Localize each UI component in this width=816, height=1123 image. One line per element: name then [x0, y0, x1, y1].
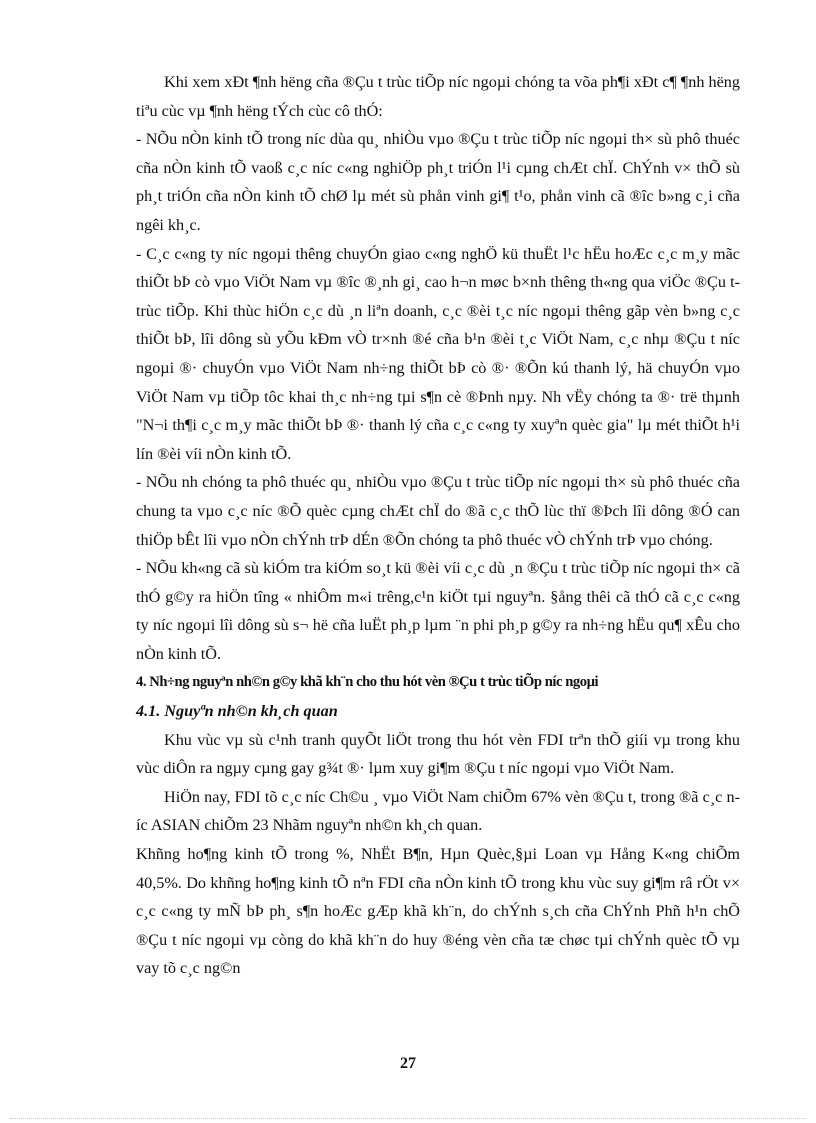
document-body	[136, 68, 740, 983]
page-number: 27	[400, 1055, 416, 1072]
section-heading: 4. Nh÷ng nguyªn nh©n g©y khã kh¨n cho thu hót vèn ®Çu t trùc tiÕp níc ngoµi	[136, 674, 599, 691]
paragraph-competition: Khu vùc vµ sù c¹nh tranh quyÕt liÖt trong thu hót vèn FDI trªn thÕ giíi vµ trong khu vùc diÔn ra ngµy cµng gay g¾t ®· lµm xuy gi¶m ®Çu t níc ngoµi vµo ViÖt Nam.	[136, 730, 740, 778]
paragraph-intro: Khi xem xÐt ¶nh hëng cña ®Çu t trùc tiÕp níc ngoµi chóng ta võa ph¶i xÐt c¶ ¶nh hëng tiªu cùc vµ ¶nh hëng tÝch cùc cô thÓ:	[136, 73, 740, 120]
paragraph-bullet-old-technology: - C¸c c«ng ty níc ngoµi thêng chuyÓn giao c«ng nghÖ kü thuËt l¹c hËu hoÆc c¸c m¸y mãc thiÕt bÞ cò vµo ViÖt Nam vµ ®îc ®¸nh gi¸ cao h¬n møc b×nh thêng th«ng qua viÖc ®Çu t trùc tiÕp. Khi thùc hiÖn c¸c dù ¸n liªn doanh, c¸c ®èi t¸c níc ngoµi thêng gãp vèn b»ng c¸c thiÕt bÞ, lîi dông sù yÕu kÐm vÒ tr×nh ®é cña b¹n ®èi t¸c ViÖt Nam, c¸c nhµ ®Çu t níc ngoµi ®· chuyÓn vµo ViÖt Nam nh÷ng thiÕt bÞ cò ®· ®Õn kú thanh lý, hä chuyÓn vµo ViÖt Nam vµ tiÕp tôc khai th¸c nh÷ng tµi s¶n cè ®Þnh nµy. Nh vËy chóng ta ®· trë thµnh "N¬i th¶i c¸c m¸y mãc thiÕt bÞ ®· thanh lý cña c¸c c«ng ty xuyªn quèc gia" lµ mét thiÕt h¹i lín ®èi víi nÒn kinh tÕ.	[136, 244, 740, 463]
paragraph-bullet-dependence: - NÕu nÒn kinh tÕ trong níc dùa qu¸ nhiÒu vµo ®Çu t trùc tiÕp níc ngoµi th× sù phô thuéc cña nÒn kinh tÕ vaoß c¸c níc c«ng nghiÖp ph¸t triÓn l¹i cµng chÆt chÏ. ChÝnh v× thÕ sù ph¸t triÓn cña nÒn kinh tÕ chØ lµ mét sù phån vinh gi¶ t¹o, phån vinh cã ®îc b»ng c¸i cña ngêi kh¸c.	[136, 130, 740, 234]
paragraph-asian-fdi: HiÖn nay, FDI tõ c¸c níc Ch©u ¸ vµo ViÖt Nam chiÕm 67% vèn ®Çu t, trong ®ã c¸c níc ASIAN chiÕm 23 Nhãm nguyªn nh©n kh¸ch quan.	[136, 787, 740, 835]
paragraph-crisis: Khñng ho¶ng kinh tÕ trong %, NhËt B¶n, Hµn Quèc,§µi Loan vµ Hång K«ng chiÕm 40,5%. Do khñng ho¶ng kinh tÕ nªn FDI cña nÒn kinh tÕ trong khu vùc suy gi¶m râ rÖt v× c¸c c«ng ty mÑ bÞ ph¸ s¶n hoÆc gÆp khã kh¨n, do chÝnh s¸ch cña ChÝnh Phñ h¹n chÕ ®Çu t níc ngoµi vµ còng do khã kh¨n do huy ®éng vèn cña tæ chøc tµi chÝnh quèc tÕ vµ vay tõ c¸c ng©n	[136, 845, 740, 978]
paragraph-bullet-political: - NÕu nh chóng ta phô thuéc qu¸ nhiÒu vµo ®Çu t trùc tiÕp níc ngoµi th× sù phô thuéc cña chung ta vµo c¸c níc ®Õ quèc cµng chÆt chÏ do ®ã c¸c thÕ lùc thï ®Þch lîi dông ®Ó can thiÖp bÊt lîi vµo nÒn chÝnh trÞ dÉn ®Õn chóng ta phô thuéc vÒ chÝnh trÞ vµo chóng.	[136, 473, 740, 549]
page-bottom-divider	[10, 1118, 806, 1119]
paragraph-bullet-environment: - NÕu kh«ng cã sù kiÓm tra kiÓm so¸t kü ®èi víi c¸c dù ¸n ®Çu t trùc tiÕp níc ngoµi th× cã thÓ g©y ra hiÖn tîng « nhiÔm m«i trêng,c¹n kiÖt tµi nguyªn. §ång thêi cã thÓ cã c¸c c«ng ty níc ngoµi lîi dông sù s¬ hë cña luËt ph¸p lµm ¨n phi ph¸p g©y ra nh÷ng hËu qu¶ xÊu cho nÒn kinh tÕ.	[136, 559, 740, 663]
subsection-heading: 4.1. Nguyªn nh©n kh¸ch quan	[136, 702, 338, 721]
